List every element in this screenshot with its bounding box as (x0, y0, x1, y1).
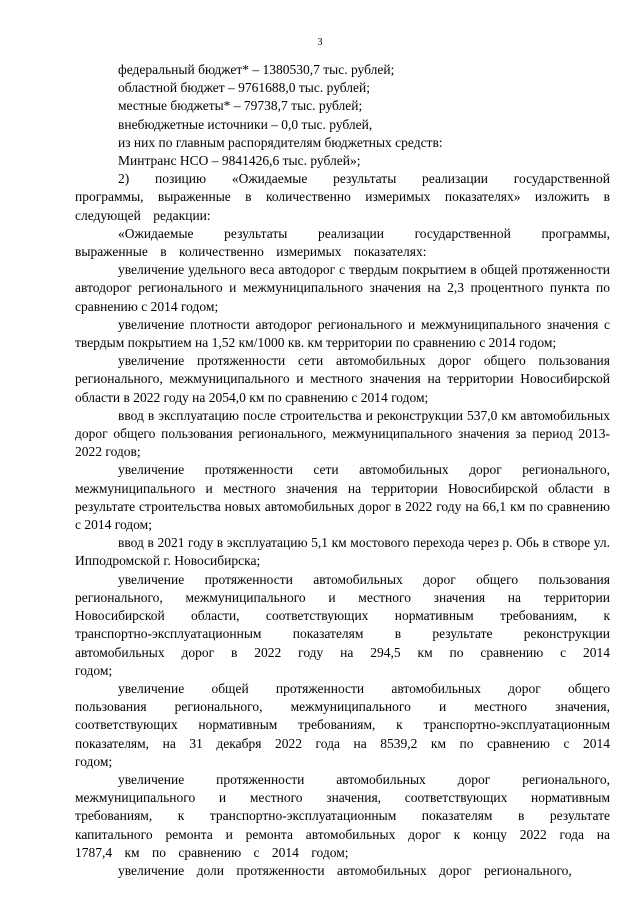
budget-extrabudgetary-line: внебюджетные источники – 0,0 тыс. рублей, (118, 116, 373, 132)
paragraph-total-length: увеличение общей протяженности автомобильных дорог общего пользования регионального, межмуниципального и местного значения, соответствующих нормативным требованиям, к транспортно-эксплуатационным показателям, на 31 декабря 2022 года на 8539,2 км по сравнению с 2014 годом; (75, 680, 610, 769)
budget-mintrans-line: Минтранс НСО – 9841426,6 тыс. рублей»; (118, 153, 361, 169)
budget-local-line: местные бюджеты* – 79738,7 тыс. рублей; (118, 98, 363, 114)
paragraph-paved-roads-share: увеличение удельного веса автодорог с твердым покрытием в общей протяженности автодорог регионального и межмуниципального значения на 2,3 процентного пункта по сравнению с 2014 годом; (75, 262, 610, 314)
paragraph-capital-repair: увеличение протяженности автомобильных дорог регионального, межмуниципального и местного значения, соответствующих нормативным требованиям, к транспортно-эксплуатационным показателям в результате капитального ремонта и ремонта автомобильных дорог к концу 2022 года на 1787,4 км по сравнению с 2014 годом; (75, 771, 610, 860)
budget-regional-line: областной бюджет – 9761688,0 тыс. рублей; (118, 80, 370, 96)
paragraph-new-roads: увеличение протяженности сети автомобильных дорог регионального, межмуниципального и местного значения на территории Новосибирской области в результате строительства новых автомобильных дорог в 2022 году на 66,1 км по сравнению с 2014 годом; (75, 462, 610, 533)
paragraph-network-length: увеличение протяженности сети автомобильных дорог общего пользования регионального, межмуниципального и местного значения на территории Новосибирской области в 2022 году на 2054,0 км по сравнению с 2014 годом; (75, 353, 610, 405)
paragraph-commissioning: ввод в эксплуатацию после строительства и реконструкции 537,0 км автомобильных дорог общего пользования регионального, межмуниципального значения за период 2013-2022 годов; (75, 407, 610, 460)
paragraph-reconstruction: увеличение протяженности автомобильных дорог общего пользования регионального, межмуниципального и местного значения на территории Новосибирской области, соответствующих нормативным требованиям, к транспортно-эксплуатационным показателям в результате реконструкции автомобильных дорог в 2022 году на 294,5 км по сравнению с 2014 годом; (75, 571, 610, 678)
paragraph-ob-bridge: ввод в 2021 году в эксплуатацию 5,1 км мостового перехода через р. Обь в створе ул. Ипподромской г. Новосибирска; (75, 535, 610, 569)
paragraph-expected-results-intro: «Ожидаемые результаты реализации государственной программы, выраженные в количественно измеримых показателях: (75, 225, 610, 260)
paragraph-item-2: 2) позицию «Ожидаемые результаты реализации государственной программы, выраженные в количественно измеримых показателях» изложить в следующей редакции: (75, 171, 610, 223)
document-body (75, 61, 610, 880)
paragraph-share-increase: увеличение доли протяженности автомобильных дорог регионального, (118, 862, 572, 878)
budget-distributors-line: из них по главным распорядителям бюджетных средств: (118, 134, 443, 150)
page-number: 3 (317, 37, 323, 48)
budget-federal-line: федеральный бюджет* – 1380530,7 тыс. рублей; (118, 62, 395, 77)
paragraph-road-density: увеличение плотности автодорог регионального и межмуниципального значения с твердым покрытием на 1,52 км/1000 кв. км территории по сравнению с 2014 годом; (75, 316, 610, 351)
